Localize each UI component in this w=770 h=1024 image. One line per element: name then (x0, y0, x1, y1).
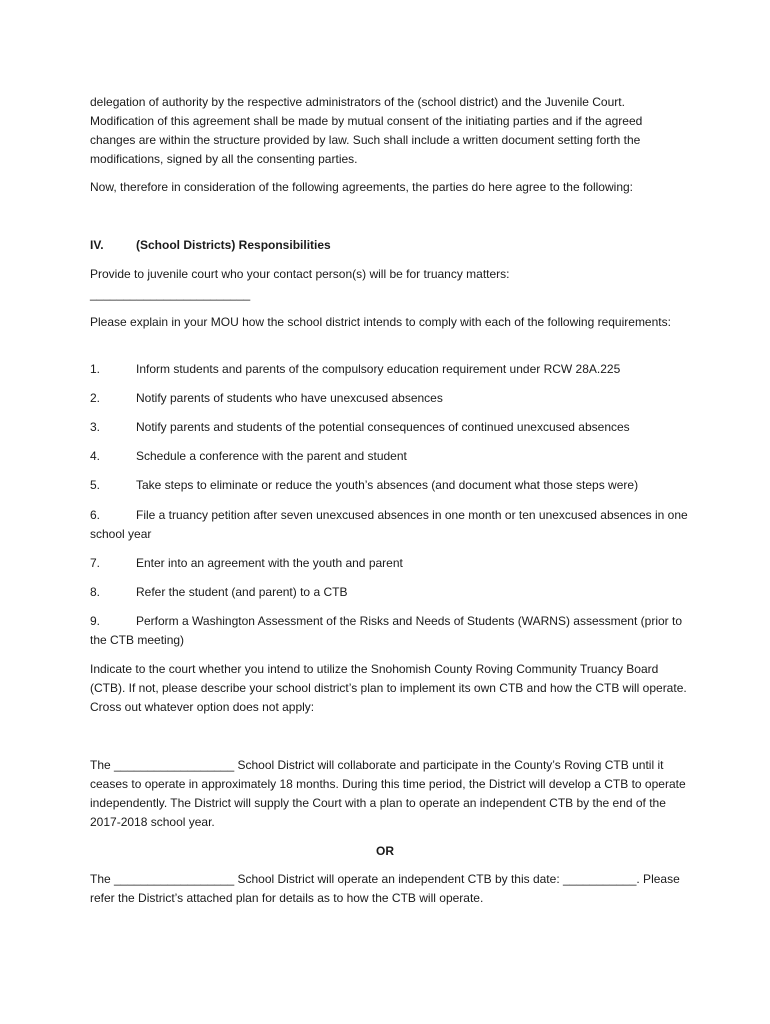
requirement-item (90, 612, 690, 650)
requirement-item (90, 389, 690, 408)
item-text: Perform a Washington Assessment of the Risks and Needs of Students (WARNS) assessment (prior to the CTB meeting) (90, 614, 682, 647)
item-number: 6. (90, 508, 101, 522)
requirement-item (90, 554, 690, 573)
item-text: Notify parents and students of the potential consequences of continued unexcused absences (136, 420, 630, 434)
item-number: 7. (90, 556, 101, 570)
requirement-item (90, 506, 690, 544)
item-text: Schedule a conference with the parent and student (136, 449, 407, 463)
item-text: Enter into an agreement with the youth and parent (136, 556, 403, 570)
section-title: (School Districts) Responsibilities (136, 238, 331, 252)
requirement-item (90, 447, 690, 466)
section-heading (90, 236, 331, 255)
requirement-item (90, 583, 690, 602)
requirement-item (90, 476, 690, 495)
item-number: 9. (90, 614, 101, 628)
indicate-paragraph: Indicate to the court whether you intend to utilize the Snohomish County Roving Community Truancy Board (CTB). If not, please describe your school district’s plan to implement its own CTB and how the CTB will operate. Cross out whatever option does not apply: (90, 662, 687, 714)
intro-paragraph: delegation of authority by the respective administrators of the (school district) and the Juvenile Court. Modification of this agreement shall be made by mutual consent of the initiating parties and if the agreed changes are within the structure provided by law. Such shall include a written document setting forth the modifications, signed by all the consenting parties. (90, 95, 643, 166)
item-number: 1. (90, 362, 101, 376)
requirement-item (90, 418, 690, 437)
item-number: 8. (90, 585, 101, 599)
item-text: Notify parents of students who have unexcused absences (136, 391, 443, 405)
requirement-item (90, 360, 690, 379)
item-number: 5. (90, 478, 101, 492)
item-number: 2. (90, 391, 101, 405)
item-text: Take steps to eliminate or reduce the youth’s absences (and document what those steps were) (136, 478, 639, 492)
item-text: Inform students and parents of the compulsory education requirement under RCW 28A.225 (136, 362, 621, 376)
item-number: 3. (90, 420, 101, 434)
contact-instruction: Provide to juvenile court who your contact person(s) will be for truancy matters: (90, 267, 510, 281)
item-text: File a truancy petition after seven unexcused absences in one month or ten unexcused absences in one school year (90, 508, 688, 541)
option-two-paragraph: The __________________ School District will operate an independent CTB by this date: ___________. Please refer the District’s attached plan for details as to how the CTB will operate. (90, 872, 680, 905)
contact-blank-line: ________________________ (90, 287, 251, 301)
explain-instruction: Please explain in your MOU how the school district intends to comply with each of the following requirements: (90, 315, 671, 329)
item-text: Refer the student (and parent) to a CTB (136, 585, 348, 599)
item-number: 4. (90, 449, 101, 463)
option-one-paragraph: The __________________ School District will collaborate and participate in the County’s Roving CTB until it ceases to operate in approximately 18 months. During this time period, the District will develop a CTB to operate independently. The District will supply the Court with a plan to operate an independent CTB by the end of the 2017-2018 school year. (90, 758, 686, 829)
or-separator: OR (376, 844, 394, 858)
agreement-intro-paragraph: Now, therefore in consideration of the following agreements, the parties do here agree to the following: (90, 180, 633, 194)
section-number: IV. (90, 238, 104, 252)
